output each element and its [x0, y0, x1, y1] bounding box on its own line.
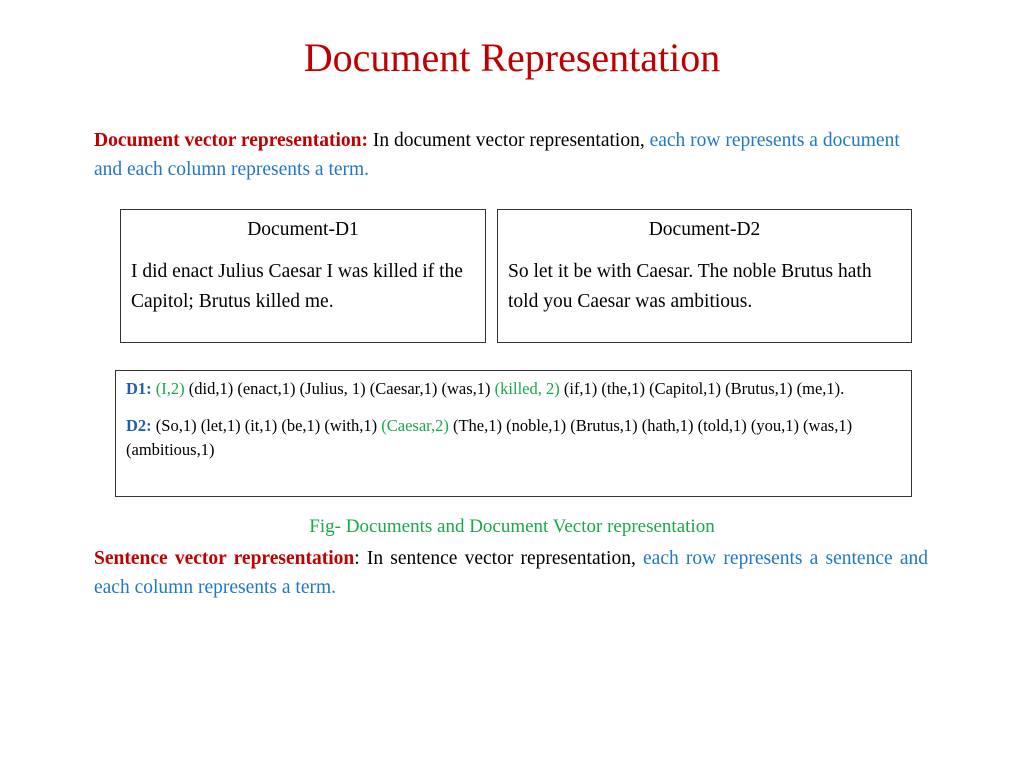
document-d2-text: So let it be with Caesar. The noble Brutus hath told you Caesar was ambitious. [508, 261, 872, 312]
document-vector-box [115, 370, 912, 497]
d2-vector-label: D2: [126, 416, 152, 435]
d1-vector-terms-b: (if,1) (the,1) (Capitol,1) (Brutus,1) (me,1). [559, 379, 845, 398]
document-vector-text: In document vector representation, [368, 130, 650, 151]
d1-vector-terms-a: (did,1) (enact,1) (Julius, 1) (Caesar,1) (was,1) [184, 379, 495, 398]
d2-vector-terms-a: (So,1) (let,1) (it,1) (be,1) (with,1) [151, 416, 382, 435]
page-title: Document Representation [303, 35, 721, 80]
figure-caption: Fig- Documents and Document Vector representation [309, 516, 715, 537]
d2-vector-term-caesar: (Caesar,2) [381, 416, 449, 435]
d2-vector-terms-b: (The,1) (noble,1) (Brutus,1) (hath,1) (told,1) (you,1) (was,1) (ambitious,1) [126, 416, 853, 459]
d1-vector-term-i: (I,2) [155, 379, 185, 398]
d1-vector-row [126, 377, 901, 401]
d2-vector-row [126, 414, 901, 462]
document-d1-text: I did enact Julius Caesar I was killed if the Capitol; Brutus killed me. [131, 261, 463, 312]
sentence-vector-paragraph [94, 544, 928, 602]
document-vector-paragraph [94, 126, 928, 184]
document-d2-box [497, 209, 912, 343]
document-d1-box [120, 209, 486, 343]
d1-vector-label: D1: [126, 379, 152, 398]
document-d1-heading: Document-D1 [247, 219, 359, 240]
document-vector-label: Document vector representation: [94, 130, 369, 151]
sentence-vector-highlight: each row represents a sentence and each column represents a term. [94, 548, 928, 598]
d1-vector-term-killed: (killed, 2) [494, 379, 560, 398]
document-d2-heading: Document-D2 [648, 219, 761, 240]
sentence-vector-label: Sentence vector representation [94, 548, 355, 569]
document-vector-highlight: each row represents a document and each column represents a term. [94, 130, 900, 180]
sentence-vector-text: : In sentence vector representation, [354, 548, 644, 569]
